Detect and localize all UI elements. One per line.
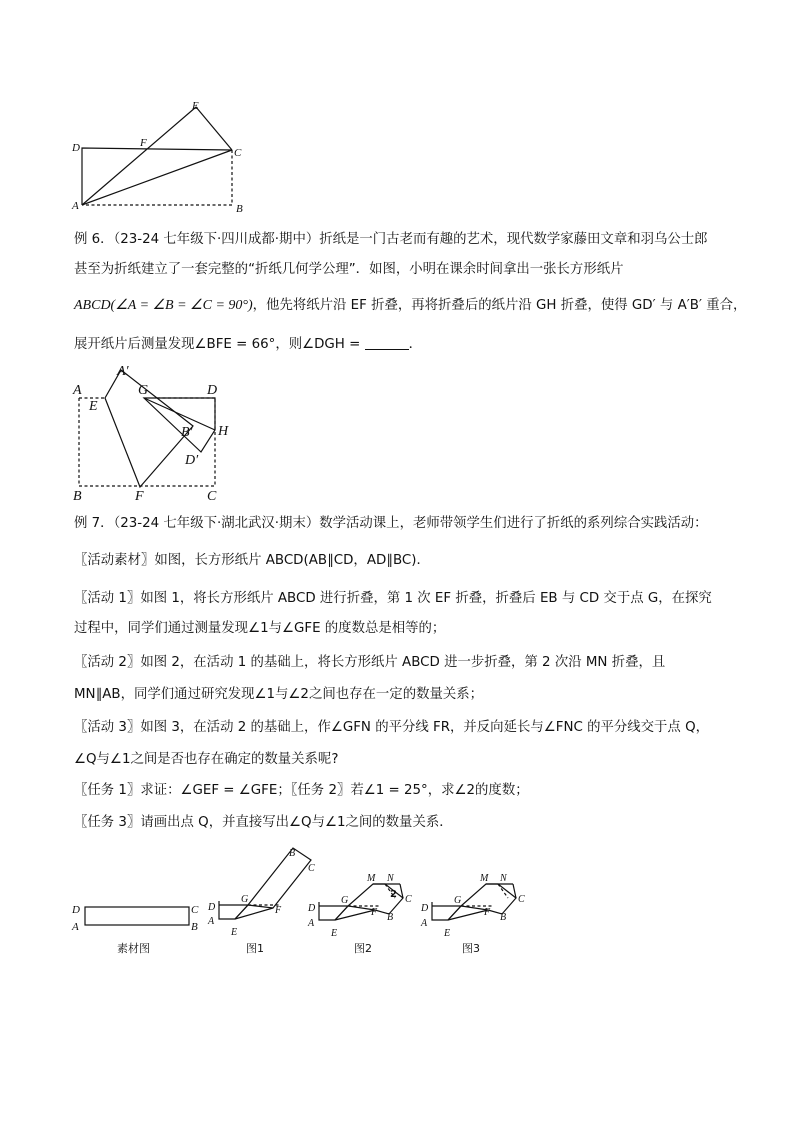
label-a-prime: A′ — [117, 364, 129, 379]
ex6-line-2: 甚至为折纸建立了一套完整的“折纸几何学公理”．如图，小明在课余时间拿出一张长方形纸片 — [74, 262, 624, 277]
ex6-rectangle-condition: ABCD(∠A = ∠B = ∠C = 90°) — [74, 298, 253, 313]
label-a: A — [72, 921, 79, 933]
label-b: B — [73, 489, 82, 504]
strip-rect — [85, 907, 189, 925]
ex6-line-3-text: ，他先将纸片沿 EF 折叠，再将折叠后的纸片沿 GH 折叠，使得 GD′ 与 A′B′ 重合， — [252, 298, 747, 313]
label-d: D — [72, 904, 80, 916]
label-m: M — [480, 873, 489, 884]
figure-3 — [418, 870, 538, 940]
label-e: E — [444, 928, 451, 939]
label-g: G — [454, 895, 462, 906]
label-c: C — [207, 489, 217, 504]
ex7-activity1-a: 〖活动 1〗如图 1，将长方形纸片 ABCD 进行折叠，第 1 次 EF 折叠，折叠后 EB 与 CD 交于点 G，在探究 — [74, 591, 712, 606]
label-d: D — [208, 902, 216, 913]
figure-2 — [305, 870, 425, 940]
label-a: A — [73, 383, 82, 398]
fold-line-ec — [196, 107, 232, 150]
label-f: F — [275, 905, 282, 916]
fold-line-gh — [144, 398, 215, 430]
label-angle-2: 2 — [390, 889, 397, 900]
label-a: A — [421, 918, 428, 929]
folded-flap-ef — [105, 370, 193, 487]
ex7-activity3-b: ∠Q与∠1之间是否也存在确定的数量关系呢? — [74, 752, 339, 767]
caption-fig2: 图2 — [354, 942, 372, 955]
label-b: B — [236, 203, 243, 215]
ex7-activity2-b: MN∥AB，同学们通过研究发现∠1与∠2之间也存在一定的数量关系； — [74, 687, 484, 702]
ex6-line-end: ． — [408, 337, 423, 352]
ex6-line-4 — [74, 335, 734, 355]
label-h: H — [218, 424, 229, 439]
label-f: F — [371, 907, 378, 918]
ex7-tasks-1-2: 〖任务 1〗求证：∠GEF = ∠GFE；〖任务 2〗若∠1 = 25°，求∠2的度数； — [74, 783, 529, 798]
answer-blank — [365, 337, 409, 350]
label-g: G — [241, 894, 249, 905]
crease-ef — [448, 910, 488, 920]
label-c: C — [191, 904, 199, 916]
label-c: C — [405, 894, 412, 905]
ex7-material: 〖活动素材〗如图，长方形纸片 ABCD(AB∥CD，AD∥BC)． — [74, 553, 430, 568]
caption-fig3: 图3 — [462, 942, 480, 955]
ex7-activity2-a: 〖活动 2〗如图 2，在活动 1 的基础上，将长方形纸片 ABCD 进一步折叠，第 2 次沿 MN 折叠，且 — [74, 655, 666, 670]
label-m: M — [367, 873, 376, 884]
label-c: C — [518, 894, 525, 905]
label-d: D — [308, 903, 316, 914]
label-b-prime: B′ — [181, 425, 193, 440]
label-d-prime: D′ — [185, 453, 199, 468]
figure-ex6-fold — [65, 360, 245, 505]
label-a: A — [208, 916, 215, 927]
label-g: G — [341, 895, 349, 906]
label-n: N — [500, 873, 507, 884]
label-d: D — [72, 142, 80, 154]
caption-material: 素材图 — [117, 942, 150, 955]
label-c: C — [308, 863, 315, 874]
label-e: E — [89, 399, 98, 414]
label-b: B — [387, 912, 394, 923]
figure-rectangle-fold — [60, 95, 260, 220]
folded-strip — [248, 848, 311, 908]
diagonal-ac — [82, 150, 232, 205]
label-f: F — [135, 489, 144, 504]
ex7-task-3: 〖任务 3〗请画出点 Q，并直接写出∠Q与∠1之间的数量关系． — [74, 815, 453, 830]
ex7-activity1-b: 过程中，同学们通过测量发现∠1与∠GFE 的度数总是相等的； — [74, 621, 446, 636]
label-d: D — [207, 383, 218, 398]
ex6-question: 展开纸片后测量发现∠BFE = 66°，则∠DGH = — [74, 337, 365, 352]
label-b: B — [191, 921, 198, 933]
label-b: B — [500, 912, 507, 923]
label-g: G — [138, 383, 149, 398]
ex6-line-3 — [74, 296, 747, 316]
caption-fig1: 图1 — [246, 942, 264, 955]
ex6-line-1: 例 6．（23-24 七年级下·四川成都·期中）折纸是一门古老而有趣的艺术，现代数学家藤田文章和羽乌公士郎 — [74, 232, 708, 247]
label-b: B — [289, 848, 296, 859]
label-a: A — [308, 918, 315, 929]
label-f: F — [484, 907, 491, 918]
dashed-original-rect — [79, 398, 215, 486]
ex7-line-1: 例 7．（23-24 七年级下·湖北武汉·期末）数学活动课上，老师带领学生们进行了折纸的系列综合实践活动： — [74, 516, 708, 531]
label-n: N — [387, 873, 394, 884]
label-e: E — [231, 927, 238, 938]
crease-ef — [335, 910, 375, 920]
ex7-activity3-a: 〖活动 3〗如图 3，在活动 2 的基础上，作∠GFN 的平分线 FR，并反向延长与∠FNC 的平分线交于点 Q， — [74, 720, 709, 735]
label-a: A — [72, 200, 79, 212]
label-f: F — [140, 137, 147, 149]
figure-material — [70, 895, 210, 940]
fold-line-ae — [82, 107, 196, 205]
label-e: E — [331, 928, 338, 939]
label-c: C — [234, 147, 242, 159]
label-d: D — [421, 903, 429, 914]
label-e: E — [192, 100, 199, 112]
